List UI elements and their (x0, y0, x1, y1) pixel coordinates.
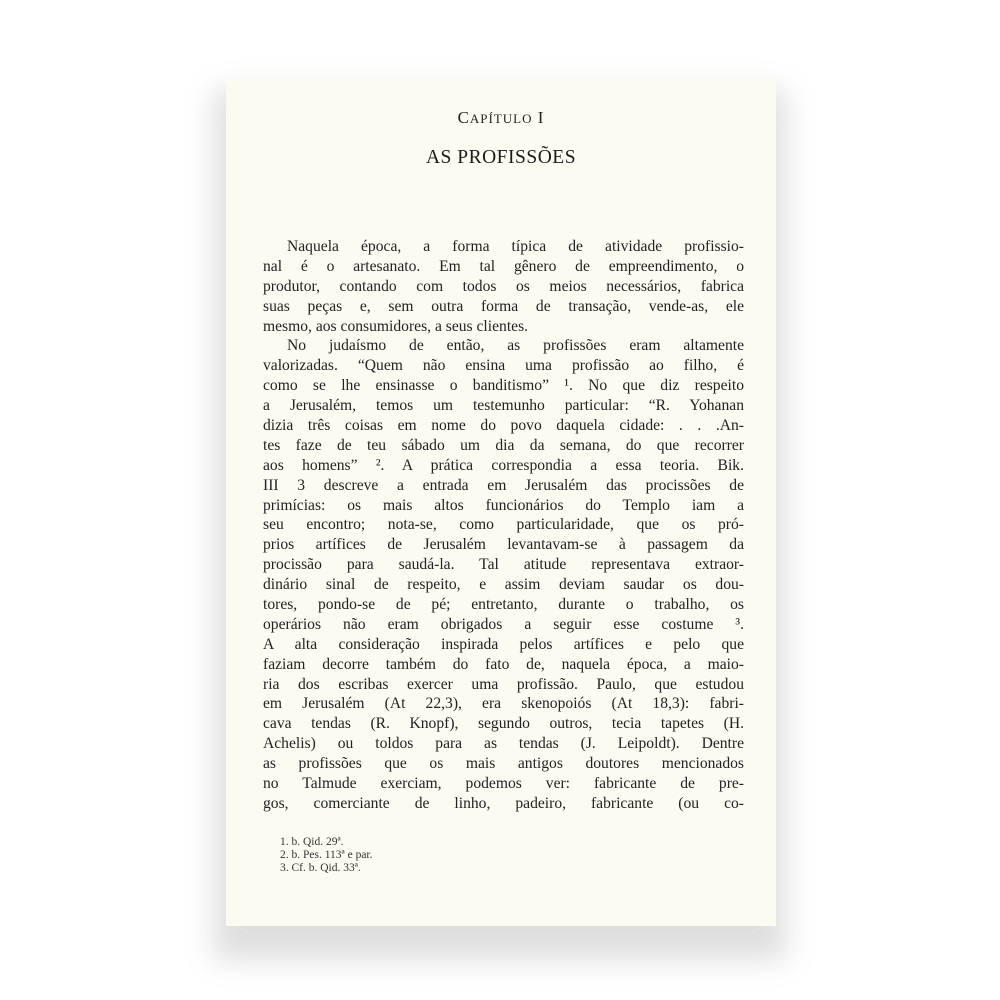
text-line: as profissões que os mais antigos doutores mencionados (263, 755, 744, 773)
text-line: operários não eram obrigados a seguir esse costume ³. (263, 615, 744, 633)
body-text (263, 237, 744, 814)
footnote: 1. b. Qid. 29ª. (280, 836, 344, 848)
text-line: tores, pondo-se de pé; entretanto, durante o trabalho, os (263, 596, 744, 614)
chapter-heading (226, 108, 776, 128)
chapter-number: I (537, 108, 545, 127)
text-line: cava tendas (R. Knopf), segundo outros, tecia tapetes (H. (263, 715, 744, 733)
footnote: 2. b. Pes. 113ª e par. (280, 849, 373, 861)
text-line: valorizadas. “Quem não ensina uma profissão ao filho, é (263, 357, 744, 375)
text-line: produtor, contando com todos os meios necessários, fabrica (263, 277, 744, 295)
text-line: Naquela época, a forma típica de atividade profissio- (287, 238, 744, 255)
chapter-title: AS PROFISSÕES (425, 147, 577, 168)
text-line: em Jerusalém (At 22,3), era skenopoiós (At 18,3): fabri- (263, 695, 744, 713)
text-line: mesmo, aos consumidores, a seus clientes. (263, 317, 529, 335)
text-line: ria dos escribas exercer uma profissão. Paulo, que estudou (263, 675, 744, 693)
text-line: Achelis) ou toldos para as tendas (J. Leipoldt). Dentre (263, 735, 744, 753)
footnotes (280, 836, 580, 875)
chapter-word: APÍTULO (469, 111, 533, 126)
chapter-initial: C (457, 108, 470, 127)
text-line: tes faze de teu sábado um dia da semana, do que recorrer (263, 436, 744, 454)
text-line: aos homens” ². A prática correspondia a essa teoria. Bik. (263, 456, 744, 474)
text-line: No judaísmo de então, as profissões eram altamente (287, 337, 744, 355)
text-line: gos, comerciante de linho, padeiro, fabricante (ou co- (263, 794, 744, 812)
book-page (226, 78, 776, 926)
footnote: 3. Cf. b. Qid. 33ª. (280, 862, 361, 874)
text-line: primícias: os mais altos funcionários do Templo iam a (263, 496, 744, 514)
text-line: dizia três coisas em nome do povo daquela cidade: . . .An- (263, 417, 744, 435)
text-line: procissão para saudá-la. Tal atitude representava extraor- (263, 556, 744, 574)
text-line: suas peças e, sem outra forma de transação, vende-as, ele (263, 297, 744, 315)
text-line: seu encontro; nota-se, como particularidade, que os pró- (263, 516, 744, 534)
text-line: A alta consideração inspirada pelos artífices e pelo que (263, 635, 744, 653)
text-line: prios artífices de Jerusalém levantavam-se à passagem da (263, 536, 744, 554)
text-line: no Talmude exerciam, podemos ver: fabricante de pre- (263, 775, 744, 793)
text-line: faziam decorre também do fato de, naquela época, a maio- (263, 655, 744, 673)
text-line: a Jerusalém, temos um testemunho particular: “R. Yohanan (263, 397, 744, 415)
text-line: nal é o artesanato. Em tal gênero de empreendimento, o (263, 257, 744, 275)
text-line: III 3 descreve a entrada em Jerusalém das procissões de (263, 476, 744, 494)
text-line: dinário sinal de respeito, e assim deviam saudar os dou- (263, 576, 744, 594)
text-line: como se lhe ensinasse o banditismo” ¹. No que diz respeito (263, 377, 744, 395)
